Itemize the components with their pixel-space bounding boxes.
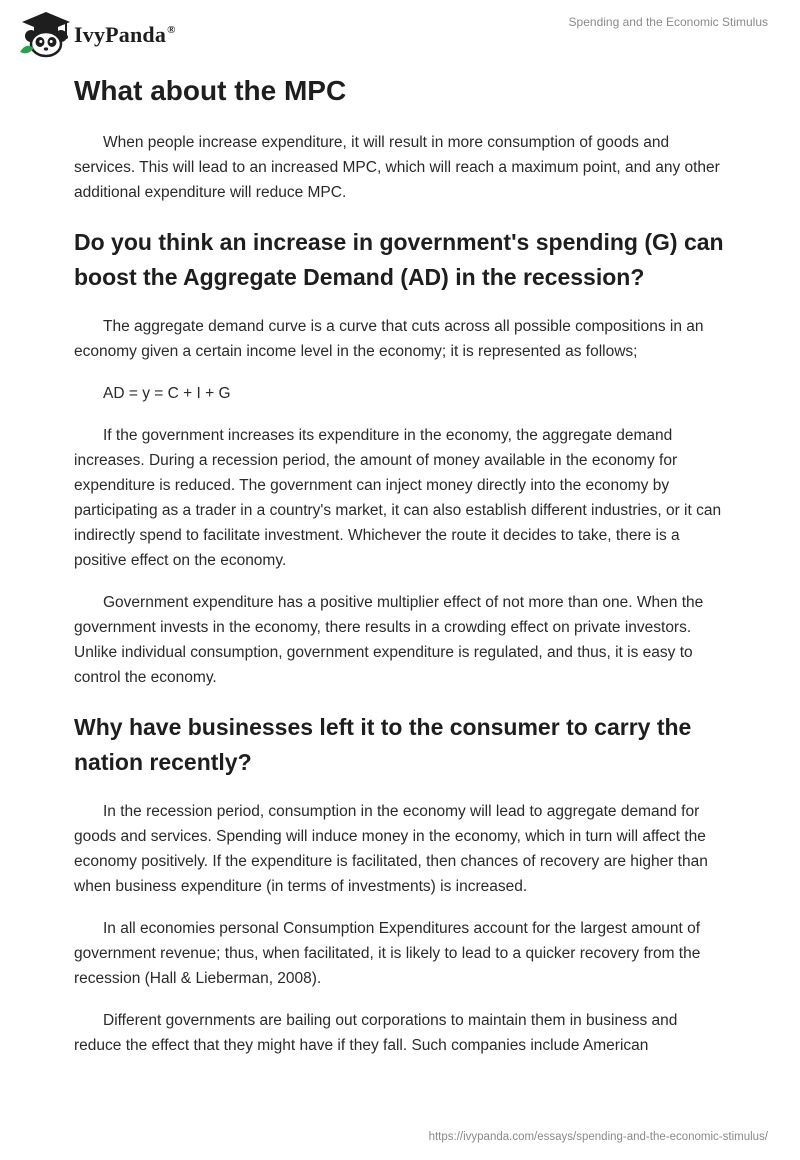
paragraph: Government expenditure has a positive multiplier effect of not more than one. When the government invests in the economy, there results in a crowding effect on private investors. Unlike individual consumption, government expenditure is regulated, and thus, it is easy to control the economy. bbox=[74, 594, 704, 686]
registered-mark: ® bbox=[167, 24, 176, 36]
brand-name-text: IvyPanda bbox=[74, 22, 167, 47]
paragraph: If the government increases its expenditure in the economy, the aggregate demand increases. During a recession period, the amount of money available in the economy for expenditure is reduced. The government can inject money directly into the economy by participating as a trader in a country's market, it can also establish different industries, or it can indirectly spend to facilitate investment. Whichever the route it decides to take, there is a positive effect on the economy. bbox=[74, 427, 722, 569]
equation: AD = y = C + I + G bbox=[103, 385, 231, 402]
source-url-link[interactable]: https://ivypanda.com/essays/spending-and-the-economic-stimulus/ bbox=[428, 1131, 768, 1143]
brand-name bbox=[74, 22, 176, 48]
panda-graduate-icon bbox=[16, 8, 72, 58]
essay-body bbox=[74, 72, 726, 1075]
paragraph: In all economies personal Consumption Expenditures account for the largest amount of government revenue; thus, when facilitated, it is likely to lead to a quicker recovery from the recession (Hall & Lieberman, 2008). bbox=[74, 920, 701, 987]
section-heading-government-spending: Do you think an increase in government's spending (G) can boost the Aggregate Demand (AD) in the recession? bbox=[74, 229, 724, 290]
ivypanda-logo[interactable] bbox=[16, 8, 176, 58]
section-heading-mpc: What about the MPC bbox=[74, 75, 347, 106]
paragraph: The aggregate demand curve is a curve that cuts across all possible compositions in an economy given a certain income level in the economy; it is represented as follows; bbox=[74, 318, 704, 360]
paragraph: When people increase expenditure, it will result in more consumption of goods and services. This will lead to an increased MPC, which will reach a maximum point, and any other additional expenditure will reduce MPC. bbox=[74, 134, 720, 201]
section-heading-businesses-consumer: Why have businesses left it to the consumer to carry the nation recently? bbox=[74, 714, 692, 775]
running-title: Spending and the Economic Stimulus bbox=[568, 15, 768, 29]
page-header bbox=[0, 0, 800, 70]
paragraph: In the recession period, consumption in the economy will lead to aggregate demand for goods and services. Spending will induce money in the economy, which in turn will affect the economy positively. If the expenditure is facilitated, then chances of recovery are higher than when business expenditure (in terms of investments) is increased. bbox=[74, 803, 708, 895]
paragraph: Different governments are bailing out corporations to maintain them in business and reduce the effect that they might have if they fall. Such companies include American bbox=[74, 1012, 678, 1054]
